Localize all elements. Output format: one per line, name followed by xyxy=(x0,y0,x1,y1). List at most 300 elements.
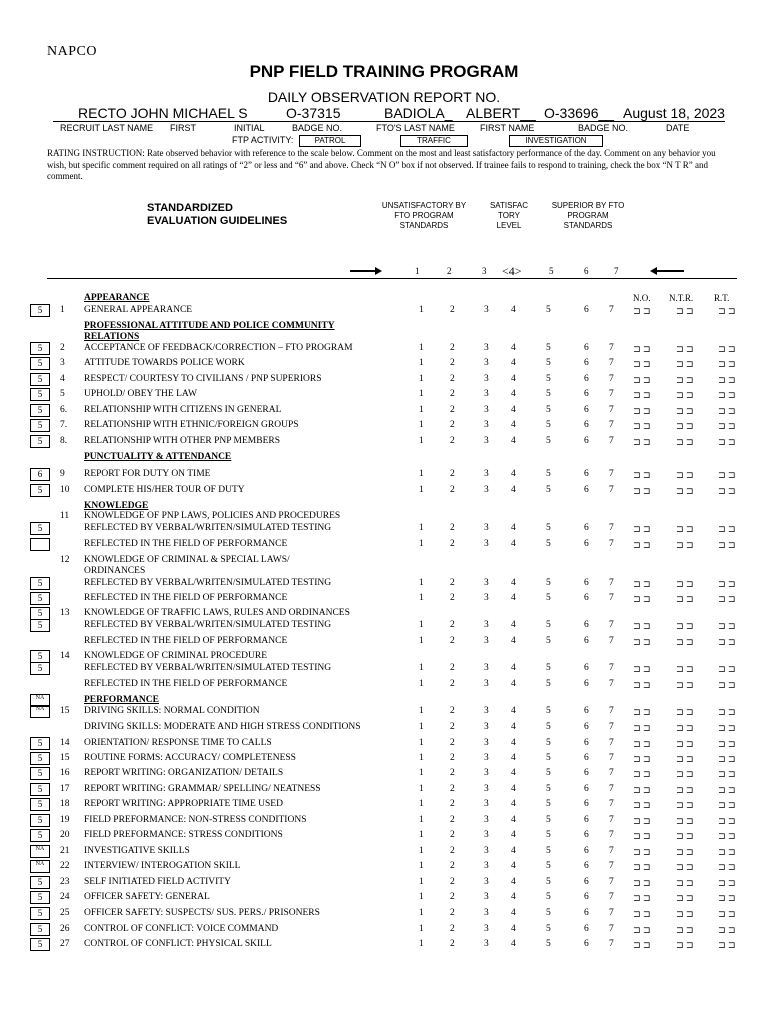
rating-option[interactable]: 3 xyxy=(484,620,489,630)
rating-option[interactable]: 7 xyxy=(609,374,614,384)
score-box[interactable]: 5 xyxy=(30,662,50,675)
ntr-checkbox[interactable]: ⊐ ⊐ xyxy=(676,486,694,496)
rating-option[interactable]: 2 xyxy=(450,892,455,902)
rating-option[interactable]: 6 xyxy=(584,784,589,794)
score-box[interactable]: 5 xyxy=(30,577,50,590)
rating-option[interactable]: 7 xyxy=(609,405,614,415)
rating-option[interactable]: 3 xyxy=(484,389,489,399)
rt-checkbox[interactable]: ⊐ ⊐ xyxy=(718,831,736,841)
no-checkbox[interactable]: ⊐ ⊐ xyxy=(633,785,651,795)
score-box[interactable]: 5 xyxy=(30,829,50,842)
rating-option[interactable]: 2 xyxy=(450,343,455,353)
rating-option[interactable]: 5 xyxy=(546,420,551,430)
rating-option[interactable]: 5 xyxy=(546,405,551,415)
rt-checkbox[interactable]: ⊐ ⊐ xyxy=(718,406,736,416)
rating-option[interactable]: 6 xyxy=(584,679,589,689)
ntr-checkbox[interactable]: ⊐ ⊐ xyxy=(676,637,694,647)
rating-option[interactable]: 3 xyxy=(484,846,489,856)
ntr-checkbox[interactable]: ⊐ ⊐ xyxy=(676,754,694,764)
rating-option[interactable]: 4 xyxy=(511,343,516,353)
score-box[interactable]: 5 xyxy=(30,607,50,620)
rating-option[interactable]: 6 xyxy=(584,861,589,871)
rating-option[interactable]: 7 xyxy=(609,305,614,315)
rating-option[interactable]: 1 xyxy=(419,636,424,646)
rating-option[interactable]: 4 xyxy=(511,469,516,479)
rt-checkbox[interactable]: ⊐ ⊐ xyxy=(718,847,736,857)
no-checkbox[interactable]: ⊐ ⊐ xyxy=(633,754,651,764)
no-checkbox[interactable]: ⊐ ⊐ xyxy=(633,437,651,447)
rating-option[interactable]: 5 xyxy=(546,593,551,603)
rating-option[interactable]: 4 xyxy=(511,908,516,918)
ntr-checkbox[interactable]: ⊐ ⊐ xyxy=(676,421,694,431)
score-box[interactable]: 5 xyxy=(30,923,50,936)
rating-option[interactable]: 7 xyxy=(609,722,614,732)
ntr-checkbox[interactable]: ⊐ ⊐ xyxy=(676,847,694,857)
rating-option[interactable]: 6 xyxy=(584,753,589,763)
no-checkbox[interactable]: ⊐ ⊐ xyxy=(633,664,651,674)
rating-option[interactable]: 7 xyxy=(609,578,614,588)
ntr-checkbox[interactable]: ⊐ ⊐ xyxy=(676,769,694,779)
rating-option[interactable]: 3 xyxy=(484,815,489,825)
ntr-checkbox[interactable]: ⊐ ⊐ xyxy=(676,680,694,690)
no-checkbox[interactable]: ⊐ ⊐ xyxy=(633,878,651,888)
ntr-checkbox[interactable]: ⊐ ⊐ xyxy=(676,723,694,733)
ntr-checkbox[interactable]: ⊐ ⊐ xyxy=(676,925,694,935)
no-checkbox[interactable]: ⊐ ⊐ xyxy=(633,769,651,779)
rating-option[interactable]: 6 xyxy=(584,620,589,630)
rating-option[interactable]: 5 xyxy=(546,908,551,918)
rating-option[interactable]: 2 xyxy=(450,815,455,825)
rating-option[interactable]: 1 xyxy=(419,523,424,533)
rt-checkbox[interactable]: ⊐ ⊐ xyxy=(718,621,736,631)
rating-option[interactable]: 5 xyxy=(546,861,551,871)
rating-option[interactable]: 5 xyxy=(546,620,551,630)
rating-option[interactable]: 7 xyxy=(609,485,614,495)
rating-option[interactable]: 6 xyxy=(584,305,589,315)
rating-option[interactable]: 1 xyxy=(419,389,424,399)
no-checkbox[interactable]: ⊐ ⊐ xyxy=(633,359,651,369)
score-box[interactable]: 5 xyxy=(30,650,50,663)
rating-option[interactable]: 1 xyxy=(419,939,424,949)
ftp-investigation-box[interactable]: INVESTIGATION xyxy=(509,135,603,147)
rating-option[interactable]: 6 xyxy=(584,485,589,495)
rating-option[interactable]: 4 xyxy=(511,358,516,368)
score-box[interactable]: 6 xyxy=(30,468,50,481)
rating-option[interactable]: 7 xyxy=(609,799,614,809)
rating-option[interactable]: 3 xyxy=(484,469,489,479)
ntr-checkbox[interactable]: ⊐ ⊐ xyxy=(676,785,694,795)
rating-option[interactable]: 6 xyxy=(584,892,589,902)
rating-option[interactable]: 1 xyxy=(419,830,424,840)
score-box[interactable]: 5 xyxy=(30,891,50,904)
rt-checkbox[interactable]: ⊐ ⊐ xyxy=(718,306,736,316)
rating-option[interactable]: 3 xyxy=(484,877,489,887)
rating-option[interactable]: 7 xyxy=(609,358,614,368)
rating-option[interactable]: 5 xyxy=(546,924,551,934)
rating-option[interactable]: 7 xyxy=(609,539,614,549)
rating-option[interactable]: 6 xyxy=(584,738,589,748)
rating-option[interactable]: 6 xyxy=(584,374,589,384)
no-checkbox[interactable]: ⊐ ⊐ xyxy=(633,739,651,749)
score-box[interactable]: 5 xyxy=(30,304,50,317)
score-box[interactable]: 5 xyxy=(30,373,50,386)
ntr-checkbox[interactable]: ⊐ ⊐ xyxy=(676,621,694,631)
no-checkbox[interactable]: ⊐ ⊐ xyxy=(633,421,651,431)
rating-option[interactable]: 4 xyxy=(511,924,516,934)
no-checkbox[interactable]: ⊐ ⊐ xyxy=(633,816,651,826)
rating-option[interactable]: 1 xyxy=(419,578,424,588)
rating-option[interactable]: 6 xyxy=(584,343,589,353)
ntr-checkbox[interactable]: ⊐ ⊐ xyxy=(676,406,694,416)
rating-option[interactable]: 5 xyxy=(546,469,551,479)
rating-option[interactable]: 6 xyxy=(584,877,589,887)
rt-checkbox[interactable]: ⊐ ⊐ xyxy=(718,470,736,480)
rating-option[interactable]: 3 xyxy=(484,799,489,809)
no-checkbox[interactable]: ⊐ ⊐ xyxy=(633,893,651,903)
rating-option[interactable]: 3 xyxy=(484,485,489,495)
rating-option[interactable]: 2 xyxy=(450,924,455,934)
no-checkbox[interactable]: ⊐ ⊐ xyxy=(633,470,651,480)
rating-option[interactable]: 5 xyxy=(546,753,551,763)
score-box[interactable]: NA xyxy=(30,694,50,707)
score-box[interactable]: 5 xyxy=(30,342,50,355)
rating-option[interactable]: 5 xyxy=(546,815,551,825)
rating-option[interactable]: 5 xyxy=(546,784,551,794)
rating-option[interactable]: 2 xyxy=(450,861,455,871)
rating-option[interactable]: 3 xyxy=(484,343,489,353)
no-checkbox[interactable]: ⊐ ⊐ xyxy=(633,540,651,550)
ntr-checkbox[interactable]: ⊐ ⊐ xyxy=(676,909,694,919)
no-checkbox[interactable]: ⊐ ⊐ xyxy=(633,940,651,950)
score-box[interactable]: 5 xyxy=(30,938,50,951)
rt-checkbox[interactable]: ⊐ ⊐ xyxy=(718,739,736,749)
rating-option[interactable]: 1 xyxy=(419,539,424,549)
score-box[interactable]: 5 xyxy=(30,798,50,811)
rating-option[interactable]: 2 xyxy=(450,636,455,646)
rating-option[interactable]: 4 xyxy=(511,679,516,689)
rating-option[interactable]: 1 xyxy=(419,620,424,630)
rating-option[interactable]: 7 xyxy=(609,877,614,887)
rating-option[interactable]: 2 xyxy=(450,578,455,588)
score-box[interactable]: 5 xyxy=(30,907,50,920)
no-checkbox[interactable]: ⊐ ⊐ xyxy=(633,707,651,717)
rating-option[interactable]: 5 xyxy=(546,358,551,368)
ntr-checkbox[interactable]: ⊐ ⊐ xyxy=(676,940,694,950)
rating-option[interactable]: 3 xyxy=(484,753,489,763)
recruit-name-field[interactable]: RECTO JOHN MICHAEL S xyxy=(78,105,248,121)
rating-option[interactable]: 7 xyxy=(609,523,614,533)
ntr-checkbox[interactable]: ⊐ ⊐ xyxy=(676,540,694,550)
rating-option[interactable]: 2 xyxy=(450,939,455,949)
rating-option[interactable]: 6 xyxy=(584,722,589,732)
rating-option[interactable]: 1 xyxy=(419,405,424,415)
ntr-checkbox[interactable]: ⊐ ⊐ xyxy=(676,470,694,480)
rating-option[interactable]: 4 xyxy=(511,799,516,809)
rating-option[interactable]: 4 xyxy=(511,846,516,856)
rt-checkbox[interactable]: ⊐ ⊐ xyxy=(718,909,736,919)
rating-option[interactable]: 6 xyxy=(584,908,589,918)
rating-option[interactable]: 5 xyxy=(546,892,551,902)
rating-option[interactable]: 2 xyxy=(450,469,455,479)
rating-option[interactable]: 3 xyxy=(484,908,489,918)
rating-option[interactable]: 4 xyxy=(511,436,516,446)
rt-checkbox[interactable]: ⊐ ⊐ xyxy=(718,816,736,826)
rating-option[interactable]: 7 xyxy=(609,636,614,646)
rating-option[interactable]: 4 xyxy=(511,374,516,384)
rating-option[interactable]: 4 xyxy=(511,722,516,732)
ftp-patrol-box[interactable]: PATROL xyxy=(299,135,361,147)
rating-option[interactable]: 2 xyxy=(450,358,455,368)
no-checkbox[interactable]: ⊐ ⊐ xyxy=(633,524,651,534)
rating-option[interactable]: 5 xyxy=(546,523,551,533)
rating-option[interactable]: 1 xyxy=(419,924,424,934)
rating-option[interactable]: 6 xyxy=(584,924,589,934)
score-box[interactable]: 5 xyxy=(30,814,50,827)
ntr-checkbox[interactable]: ⊐ ⊐ xyxy=(676,524,694,534)
rating-option[interactable]: 7 xyxy=(609,420,614,430)
rating-option[interactable]: 1 xyxy=(419,343,424,353)
rating-option[interactable]: 6 xyxy=(584,358,589,368)
rating-option[interactable]: 7 xyxy=(609,768,614,778)
rating-option[interactable]: 1 xyxy=(419,815,424,825)
score-box[interactable]: 5 xyxy=(30,783,50,796)
rating-option[interactable]: 2 xyxy=(450,799,455,809)
score-box[interactable]: 5 xyxy=(30,876,50,889)
rating-option[interactable]: 6 xyxy=(584,578,589,588)
rating-option[interactable]: 2 xyxy=(450,679,455,689)
no-checkbox[interactable]: ⊐ ⊐ xyxy=(633,594,651,604)
rating-option[interactable]: 4 xyxy=(511,939,516,949)
rt-checkbox[interactable]: ⊐ ⊐ xyxy=(718,680,736,690)
rt-checkbox[interactable]: ⊐ ⊐ xyxy=(718,925,736,935)
rating-option[interactable]: 7 xyxy=(609,830,614,840)
score-box[interactable]: 5 xyxy=(30,619,50,632)
rating-option[interactable]: 4 xyxy=(511,784,516,794)
rating-option[interactable]: 7 xyxy=(609,389,614,399)
rating-option[interactable]: 1 xyxy=(419,663,424,673)
rating-option[interactable]: 3 xyxy=(484,358,489,368)
score-box[interactable]: 5 xyxy=(30,737,50,750)
score-box[interactable]: NA xyxy=(30,860,50,873)
rating-option[interactable]: 7 xyxy=(609,892,614,902)
rating-option[interactable]: 5 xyxy=(546,578,551,588)
rating-option[interactable]: 5 xyxy=(546,343,551,353)
rating-option[interactable]: 2 xyxy=(450,706,455,716)
rating-option[interactable]: 3 xyxy=(484,784,489,794)
rating-option[interactable]: 3 xyxy=(484,405,489,415)
score-box[interactable]: 5 xyxy=(30,522,50,535)
rt-checkbox[interactable]: ⊐ ⊐ xyxy=(718,707,736,717)
rating-option[interactable]: 1 xyxy=(419,420,424,430)
no-checkbox[interactable]: ⊐ ⊐ xyxy=(633,306,651,316)
rating-option[interactable]: 2 xyxy=(450,485,455,495)
rating-option[interactable]: 7 xyxy=(609,784,614,794)
rating-option[interactable]: 6 xyxy=(584,939,589,949)
ntr-checkbox[interactable]: ⊐ ⊐ xyxy=(676,437,694,447)
rt-checkbox[interactable]: ⊐ ⊐ xyxy=(718,754,736,764)
score-box[interactable]: 5 xyxy=(30,388,50,401)
rating-option[interactable]: 5 xyxy=(546,722,551,732)
rating-option[interactable]: 7 xyxy=(609,738,614,748)
ntr-checkbox[interactable]: ⊐ ⊐ xyxy=(676,594,694,604)
rating-option[interactable]: 4 xyxy=(511,593,516,603)
ntr-checkbox[interactable]: ⊐ ⊐ xyxy=(676,831,694,841)
rating-option[interactable]: 6 xyxy=(584,436,589,446)
rating-option[interactable]: 2 xyxy=(450,784,455,794)
rating-option[interactable]: 1 xyxy=(419,436,424,446)
rating-option[interactable]: 6 xyxy=(584,636,589,646)
rt-checkbox[interactable]: ⊐ ⊐ xyxy=(718,893,736,903)
rating-option[interactable]: 4 xyxy=(511,389,516,399)
rating-option[interactable]: 7 xyxy=(609,939,614,949)
rating-option[interactable]: 5 xyxy=(546,799,551,809)
no-checkbox[interactable]: ⊐ ⊐ xyxy=(633,847,651,857)
no-checkbox[interactable]: ⊐ ⊐ xyxy=(633,800,651,810)
rt-checkbox[interactable]: ⊐ ⊐ xyxy=(718,637,736,647)
no-checkbox[interactable]: ⊐ ⊐ xyxy=(633,723,651,733)
ntr-checkbox[interactable]: ⊐ ⊐ xyxy=(676,878,694,888)
rating-option[interactable]: 4 xyxy=(511,420,516,430)
rating-option[interactable]: 4 xyxy=(511,663,516,673)
rating-option[interactable]: 7 xyxy=(609,469,614,479)
rating-option[interactable]: 3 xyxy=(484,924,489,934)
rating-option[interactable]: 5 xyxy=(546,663,551,673)
rating-option[interactable]: 4 xyxy=(511,738,516,748)
rating-option[interactable]: 7 xyxy=(609,706,614,716)
rating-option[interactable]: 4 xyxy=(511,892,516,902)
rating-option[interactable]: 2 xyxy=(450,436,455,446)
rating-option[interactable]: 2 xyxy=(450,738,455,748)
rating-option[interactable]: 7 xyxy=(609,436,614,446)
rating-option[interactable]: 7 xyxy=(609,815,614,825)
rating-option[interactable]: 2 xyxy=(450,389,455,399)
fto-last-name-field[interactable]: BADIOLA_ xyxy=(384,105,453,121)
ntr-checkbox[interactable]: ⊐ ⊐ xyxy=(676,707,694,717)
rt-checkbox[interactable]: ⊐ ⊐ xyxy=(718,940,736,950)
rating-option[interactable]: 3 xyxy=(484,523,489,533)
no-checkbox[interactable]: ⊐ ⊐ xyxy=(633,579,651,589)
rating-option[interactable]: 3 xyxy=(484,830,489,840)
rating-option[interactable]: 4 xyxy=(511,305,516,315)
rating-option[interactable]: 3 xyxy=(484,768,489,778)
rating-option[interactable]: 1 xyxy=(419,738,424,748)
no-checkbox[interactable]: ⊐ ⊐ xyxy=(633,925,651,935)
rt-checkbox[interactable]: ⊐ ⊐ xyxy=(718,390,736,400)
rating-option[interactable]: 3 xyxy=(484,722,489,732)
rating-option[interactable]: 6 xyxy=(584,706,589,716)
rating-option[interactable]: 5 xyxy=(546,485,551,495)
rating-option[interactable]: 6 xyxy=(584,405,589,415)
rating-option[interactable]: 4 xyxy=(511,578,516,588)
rating-option[interactable]: 5 xyxy=(546,846,551,856)
rating-option[interactable]: 4 xyxy=(511,877,516,887)
rating-option[interactable]: 2 xyxy=(450,830,455,840)
rt-checkbox[interactable]: ⊐ ⊐ xyxy=(718,540,736,550)
no-checkbox[interactable]: ⊐ ⊐ xyxy=(633,375,651,385)
no-checkbox[interactable]: ⊐ ⊐ xyxy=(633,406,651,416)
rating-option[interactable]: 1 xyxy=(419,799,424,809)
score-box[interactable]: 5 xyxy=(30,404,50,417)
rating-option[interactable]: 4 xyxy=(511,753,516,763)
fto-badge-field[interactable]: O-33696__ xyxy=(544,105,615,121)
rating-option[interactable]: 1 xyxy=(419,374,424,384)
rating-option[interactable]: 1 xyxy=(419,846,424,856)
rating-option[interactable]: 2 xyxy=(450,908,455,918)
rating-option[interactable]: 6 xyxy=(584,663,589,673)
ntr-checkbox[interactable]: ⊐ ⊐ xyxy=(676,800,694,810)
no-checkbox[interactable]: ⊐ ⊐ xyxy=(633,621,651,631)
rating-option[interactable]: 7 xyxy=(609,620,614,630)
no-checkbox[interactable]: ⊐ ⊐ xyxy=(633,390,651,400)
rt-checkbox[interactable]: ⊐ ⊐ xyxy=(718,878,736,888)
score-box[interactable]: NA xyxy=(30,705,50,718)
score-box[interactable]: NA xyxy=(30,845,50,858)
rating-option[interactable]: 3 xyxy=(484,420,489,430)
rating-option[interactable]: 4 xyxy=(511,768,516,778)
rating-option[interactable]: 4 xyxy=(511,636,516,646)
rt-checkbox[interactable]: ⊐ ⊐ xyxy=(718,785,736,795)
rating-option[interactable]: 2 xyxy=(450,663,455,673)
rating-option[interactable]: 7 xyxy=(609,753,614,763)
ftp-traffic-box[interactable]: TRAFFIC xyxy=(400,135,468,147)
rating-option[interactable]: 2 xyxy=(450,753,455,763)
ntr-checkbox[interactable]: ⊐ ⊐ xyxy=(676,893,694,903)
rt-checkbox[interactable]: ⊐ ⊐ xyxy=(718,524,736,534)
rating-option[interactable]: 5 xyxy=(546,305,551,315)
ntr-checkbox[interactable]: ⊐ ⊐ xyxy=(676,375,694,385)
rating-option[interactable]: 4 xyxy=(511,830,516,840)
rating-option[interactable]: 3 xyxy=(484,305,489,315)
rating-option[interactable]: 7 xyxy=(609,846,614,856)
rating-option[interactable]: 4 xyxy=(511,485,516,495)
rating-option[interactable]: 3 xyxy=(484,436,489,446)
rating-option[interactable]: 5 xyxy=(546,374,551,384)
rt-checkbox[interactable]: ⊐ ⊐ xyxy=(718,486,736,496)
rating-option[interactable]: 6 xyxy=(584,420,589,430)
ntr-checkbox[interactable]: ⊐ ⊐ xyxy=(676,344,694,354)
rating-option[interactable]: 3 xyxy=(484,861,489,871)
no-checkbox[interactable]: ⊐ ⊐ xyxy=(633,680,651,690)
rating-option[interactable]: 1 xyxy=(419,861,424,871)
rt-checkbox[interactable]: ⊐ ⊐ xyxy=(718,375,736,385)
rating-option[interactable]: 7 xyxy=(609,861,614,871)
rating-option[interactable]: 3 xyxy=(484,706,489,716)
score-box[interactable]: 5 xyxy=(30,484,50,497)
rating-option[interactable]: 3 xyxy=(484,663,489,673)
ntr-checkbox[interactable]: ⊐ ⊐ xyxy=(676,359,694,369)
ntr-checkbox[interactable]: ⊐ ⊐ xyxy=(676,390,694,400)
score-box[interactable] xyxy=(30,538,50,551)
rt-checkbox[interactable]: ⊐ ⊐ xyxy=(718,344,736,354)
rating-option[interactable]: 7 xyxy=(609,679,614,689)
rt-checkbox[interactable]: ⊐ ⊐ xyxy=(718,594,736,604)
rating-option[interactable]: 4 xyxy=(511,620,516,630)
rt-checkbox[interactable]: ⊐ ⊐ xyxy=(718,437,736,447)
rating-option[interactable]: 2 xyxy=(450,539,455,549)
rating-option[interactable]: 5 xyxy=(546,436,551,446)
rating-option[interactable]: 5 xyxy=(546,830,551,840)
rating-option[interactable]: 1 xyxy=(419,358,424,368)
rating-option[interactable]: 6 xyxy=(584,799,589,809)
rating-option[interactable]: 2 xyxy=(450,305,455,315)
rating-option[interactable]: 5 xyxy=(546,389,551,399)
rating-option[interactable]: 4 xyxy=(511,861,516,871)
rating-option[interactable]: 6 xyxy=(584,523,589,533)
rt-checkbox[interactable]: ⊐ ⊐ xyxy=(718,579,736,589)
ntr-checkbox[interactable]: ⊐ ⊐ xyxy=(676,579,694,589)
score-box[interactable]: 5 xyxy=(30,752,50,765)
rating-option[interactable]: 3 xyxy=(484,679,489,689)
